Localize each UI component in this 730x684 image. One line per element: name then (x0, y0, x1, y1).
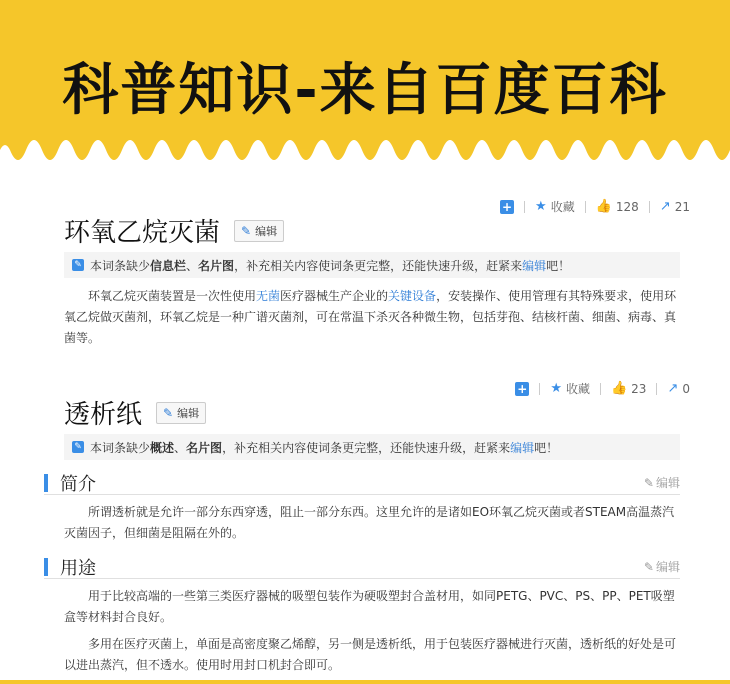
section-accent-bar (44, 474, 48, 492)
notice-text: 吧！ (546, 258, 571, 273)
favorite-label: 收藏 (550, 200, 575, 214)
body-link-sterile[interactable]: 无菌 (256, 289, 281, 303)
section-paragraph: 用于比较高端的一些第三类医疗器械的吸塑包装作为硬吸塑封合盖材用，如同PETG、PVC、PS、PP、PET吸塑盒等材料封合良好。 (64, 589, 675, 624)
section-paragraph: 多用在医疗灭菌上，单面是高密度聚乙烯醇，另一侧是透析纸，用于包装医疗器械进行灭菌，透析纸的好处是可以进出蒸汽，但不透水。使用时用封口机封合即可。 (64, 637, 677, 672)
missing-info-notice (64, 434, 680, 460)
section-edit-button[interactable] (644, 558, 680, 575)
notice-missing-item: 概述 (150, 440, 175, 455)
edit-button[interactable] (234, 220, 284, 242)
notice-edit-link[interactable]: 编辑 (522, 258, 547, 273)
article-body (64, 286, 680, 349)
notice-edit-link[interactable]: 编辑 (510, 440, 535, 455)
notice-text: 本词条缺少 (90, 440, 151, 455)
add-button[interactable] (500, 200, 514, 214)
notice-text: 、 (174, 440, 187, 455)
like-count: 128 (615, 199, 639, 214)
edit-button[interactable] (156, 402, 206, 424)
section-edit-button[interactable] (644, 474, 680, 491)
section-paragraph: 所谓透析就是允许一部分东西穿透，阻止一部分东西。这里允许的是诸如EO环氧乙烷灭菌或者STEAM高温蒸汽灭菌因子，但细菌是阻隔在外的。 (64, 505, 675, 540)
article-actions (500, 198, 690, 215)
share-button[interactable] (660, 199, 690, 214)
notice-missing-item: 信息栏 (150, 258, 187, 273)
share-button[interactable] (667, 381, 690, 396)
divider (524, 201, 525, 213)
notice-text: ，补充相关内容使词条更完整，还能快速升级，赶紧来 (222, 440, 511, 455)
star-icon: ★ (535, 199, 547, 214)
favorite-label: 收藏 (565, 382, 590, 396)
article-title-row (64, 212, 284, 249)
section-edit-label: 编辑 (655, 560, 680, 574)
notice-text: 本词条缺少 (90, 258, 151, 273)
like-button[interactable] (611, 381, 646, 396)
favorite-button[interactable] (550, 380, 590, 397)
bottom-accent-line (0, 680, 730, 684)
body-text: 医疗器械生产企业的 (280, 289, 389, 303)
body-link-key-equipment[interactable]: 关键设备 (388, 289, 437, 303)
body-text: ，安装操作、使用管理有其特殊要求，使用环氧乙烷做灭菌剂，环氧乙烷是一种广谱灭菌剂，可在常温下杀灭各种微生物，包括芽孢、结核杆菌、细菌、病毒、真菌等。 (64, 289, 677, 345)
share-count: 0 (682, 381, 690, 396)
notice-missing-item: 名片图 (198, 258, 235, 273)
plus-icon: + (502, 199, 513, 214)
star-icon: ★ (550, 381, 562, 396)
article-title: 环氧乙烷灭菌 (64, 218, 221, 248)
pencil-icon: ✎ (163, 405, 174, 420)
article-title: 透析纸 (64, 400, 143, 430)
divider (600, 383, 601, 395)
section-title: 简介 (60, 474, 96, 495)
pencil-icon: ✎ (643, 475, 654, 490)
divider (539, 383, 540, 395)
thumbs-up-icon: 👍 (595, 199, 612, 214)
notice-missing-item: 名片图 (186, 440, 223, 455)
article-title-row (64, 394, 206, 431)
edit-label: 编辑 (177, 406, 200, 420)
section-accent-bar (44, 558, 48, 576)
body-text: 环氧乙烷灭菌装置是一次性使用 (88, 289, 257, 303)
header-banner (0, 0, 730, 180)
divider (656, 383, 657, 395)
favorite-button[interactable] (535, 198, 575, 215)
share-icon: ↗ (659, 199, 671, 214)
pencil-icon: ✎ (643, 559, 654, 574)
thumbs-up-icon: 👍 (610, 381, 628, 396)
edit-label: 编辑 (255, 224, 278, 238)
share-icon: ↗ (667, 381, 679, 396)
section-edit-label: 编辑 (655, 476, 680, 490)
edit-notice-icon: ✎ (72, 259, 84, 271)
notice-text: ，补充相关内容使词条更完整，还能快速升级，赶紧来 (234, 258, 523, 273)
banner-title: 科普知识-来自百度百科 (62, 58, 668, 123)
section-title: 用途 (60, 558, 96, 579)
pencil-icon: ✎ (241, 223, 252, 238)
like-count: 23 (631, 381, 647, 396)
plus-icon: + (517, 381, 528, 396)
add-button[interactable] (515, 382, 529, 396)
edit-notice-icon: ✎ (72, 441, 84, 453)
section-header-usage (44, 554, 680, 579)
article-actions (515, 380, 690, 397)
like-button[interactable] (596, 199, 639, 214)
divider (585, 201, 586, 213)
notice-text: 吧！ (534, 440, 559, 455)
section-header-intro (44, 470, 680, 495)
missing-info-notice (64, 252, 680, 278)
share-count: 21 (674, 199, 690, 214)
notice-text: 、 (186, 258, 199, 273)
divider (649, 201, 650, 213)
